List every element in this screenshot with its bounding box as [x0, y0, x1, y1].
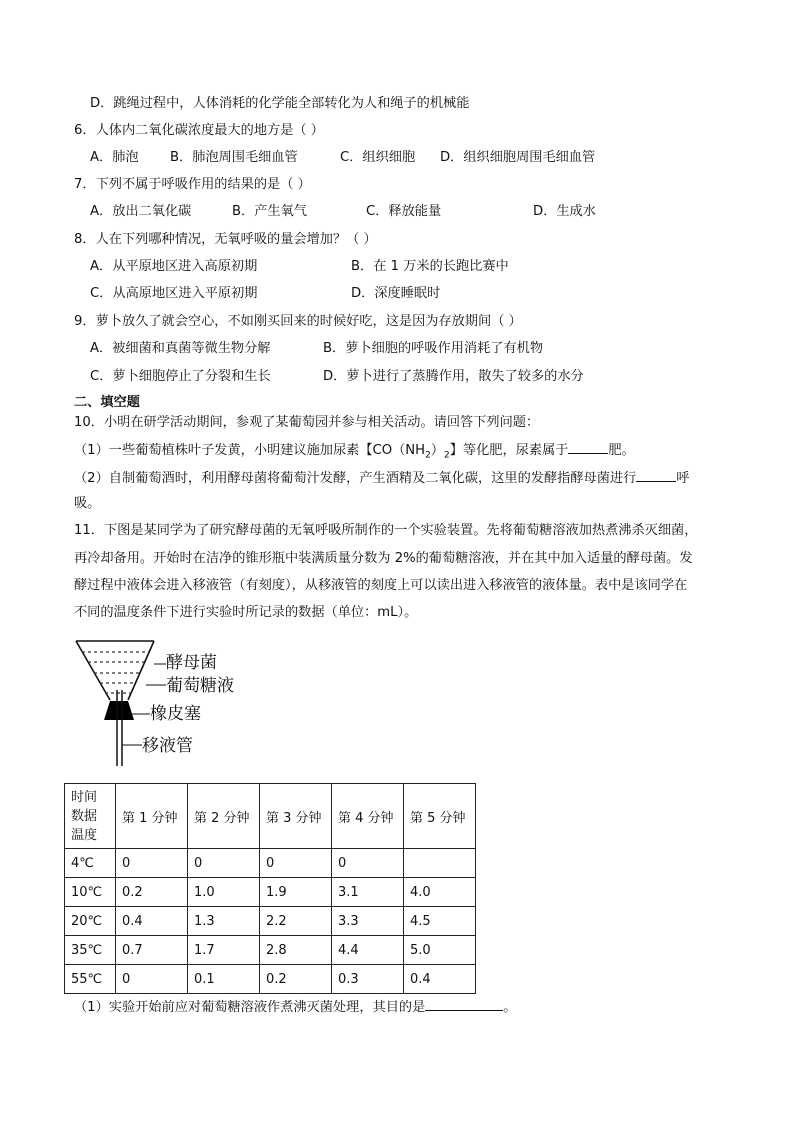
- q7-option-b: B．产生氧气: [232, 204, 307, 219]
- q8-option-c: C．从高原地区进入平原初期: [90, 286, 258, 301]
- q6-stem: 6．人体内二氧化碳浓度最大的地方是（ ）: [74, 123, 324, 138]
- q7-option-d: D．生成水: [533, 204, 596, 219]
- table-row: [65, 965, 476, 994]
- table-cell: 1.7: [188, 936, 260, 965]
- q11-sub1: （1）实验开始前应对葡萄糖溶液作煮沸灭菌处理，其目的是 。: [74, 996, 516, 1018]
- table-cell: 0: [116, 849, 188, 878]
- column-header: 第 3 分钟: [260, 784, 332, 849]
- label-pipette: 移液管: [142, 736, 193, 756]
- table-cell: 0.7: [116, 936, 188, 965]
- table-cell: 4.4: [332, 936, 404, 965]
- table-cell: 0.4: [404, 965, 476, 994]
- table-cell: 0.1: [188, 965, 260, 994]
- label-glucose-solution: 葡萄糖液: [166, 676, 234, 696]
- table-cell: 3.3: [332, 907, 404, 936]
- table-cell: 1.0: [188, 878, 260, 907]
- q5-option-d: D．跳绳过程中，人体消耗的化学能全部转化为人和绳子的机械能: [90, 96, 470, 111]
- table-cell: 2.8: [260, 936, 332, 965]
- q9-stem: 9．萝卜放久了就会空心，不如刚买回来的时候好吃，这是因为存放期间（ ）: [74, 314, 522, 329]
- apparatus-diagram: [66, 638, 256, 778]
- q8-option-a: A．从平原地区进入高原初期: [90, 259, 258, 274]
- q10-stem: 10．小明在研学活动期间，参观了某葡萄园并参与相关活动。请回答下列问题：: [74, 415, 540, 430]
- q10-sub2: （2）自制葡萄酒时，利用酵母菌将葡萄汁发酵，产生酒精及二氧化碳，这里的发酵指酵母菌进行 呼: [74, 467, 689, 489]
- table-cell: 2.2: [260, 907, 332, 936]
- q6-option-a: A．肺泡: [90, 150, 139, 165]
- table-corner-cell: 时间 数据 温度: [65, 784, 116, 849]
- table-cell: 4.0: [404, 878, 476, 907]
- row-temperature: 20℃: [65, 907, 116, 936]
- row-temperature: 35℃: [65, 936, 116, 965]
- q9-option-a: A．被细菌和真菌等微生物分解: [90, 341, 271, 356]
- q6-option-d: D．组织细胞周围毛细血管: [440, 150, 596, 165]
- q6-option-c: C．组织细胞: [340, 150, 416, 165]
- table-cell: 0.4: [116, 907, 188, 936]
- section-title: 二、填空题: [74, 395, 140, 410]
- q8-option-b: B．在 1 万米的长跑比赛中: [351, 259, 509, 274]
- label-rubber-stopper: 橡皮塞: [150, 704, 201, 724]
- q9-option-c: C．萝卜细胞停止了分裂和生长: [90, 369, 271, 384]
- q10-sub2-line2: 吸。: [74, 496, 101, 511]
- table-cell: 3.1: [332, 878, 404, 907]
- q11-text-line1: 11．下图是某同学为了研究酵母菌的无氧呼吸所制作的一个实验装置。先将葡萄糖溶液加热煮沸杀灭细菌，: [74, 523, 698, 538]
- column-header: 第 4 分钟: [332, 784, 404, 849]
- table-row: [65, 878, 476, 907]
- q10-sub2-answer-blank[interactable]: [636, 467, 676, 482]
- q9-option-d: D．萝卜进行了蒸腾作用，散失了较多的水分: [323, 369, 584, 384]
- label-yeast: 酵母菌: [166, 653, 217, 673]
- row-temperature: 10℃: [65, 878, 116, 907]
- q11-text-line2: 再冷却备用。开始时在洁净的锥形瓶中装满质量分数为 2%的葡萄糖溶液，并在其中加入适量的酵母菌。发: [74, 551, 693, 566]
- column-header: 第 1 分钟: [116, 784, 188, 849]
- q8-option-d: D．深度睡眠时: [351, 286, 441, 301]
- table-cell: 0: [332, 849, 404, 878]
- table-cell: 0.3: [332, 965, 404, 994]
- table-row: [65, 936, 476, 965]
- table-cell: 0: [188, 849, 260, 878]
- q6-option-b: B．肺泡周围毛细血管: [170, 150, 298, 165]
- q8-stem: 8．人在下列哪种情况，无氧呼吸的量会增加？（ ）: [74, 232, 377, 247]
- column-header: 第 5 分钟: [404, 784, 476, 849]
- table-cell: 5.0: [404, 936, 476, 965]
- column-header: 第 2 分钟: [188, 784, 260, 849]
- table-row: [65, 849, 476, 878]
- table-row: [65, 907, 476, 936]
- table-cell: 0.2: [260, 965, 332, 994]
- q11-text-line3: 酵过程中液体会进入移液管（有刻度），从移液管的刻度上可以读出进入移液管的液体量。表中是该同学在: [74, 578, 688, 593]
- q7-option-a: A．放出二氧化碳: [90, 204, 192, 219]
- q7-stem: 7．下列不属于呼吸作用的结果的是（ ）: [74, 177, 311, 192]
- rubber-stopper-shape: [104, 701, 134, 720]
- q10-sub1-answer-blank[interactable]: [568, 439, 608, 454]
- table-cell: 1.9: [260, 878, 332, 907]
- data-table: [64, 783, 476, 994]
- row-temperature: 4℃: [65, 849, 116, 878]
- table-cell: 0.2: [116, 878, 188, 907]
- q11-text-line4: 不同的温度条件下进行实验时所记录的数据（单位：mL）。: [74, 605, 418, 620]
- table-cell: 0: [116, 965, 188, 994]
- row-temperature: 55℃: [65, 965, 116, 994]
- q10-sub1: （1）一些葡萄植株叶子发黄，小明建议施加尿素【$CO(NH_2)_2$】等化肥，尿素属于 肥。: [74, 439, 635, 466]
- q9-option-b: B．萝卜细胞的呼吸作用消耗了有机物: [323, 341, 544, 356]
- table-cell: 1.3: [188, 907, 260, 936]
- q11-sub1-answer-blank[interactable]: [425, 996, 503, 1011]
- q7-option-c: C．释放能量: [366, 204, 442, 219]
- table-cell: [404, 849, 476, 878]
- table-cell: 4.5: [404, 907, 476, 936]
- table-cell: 0: [260, 849, 332, 878]
- table-header-row: [65, 784, 476, 849]
